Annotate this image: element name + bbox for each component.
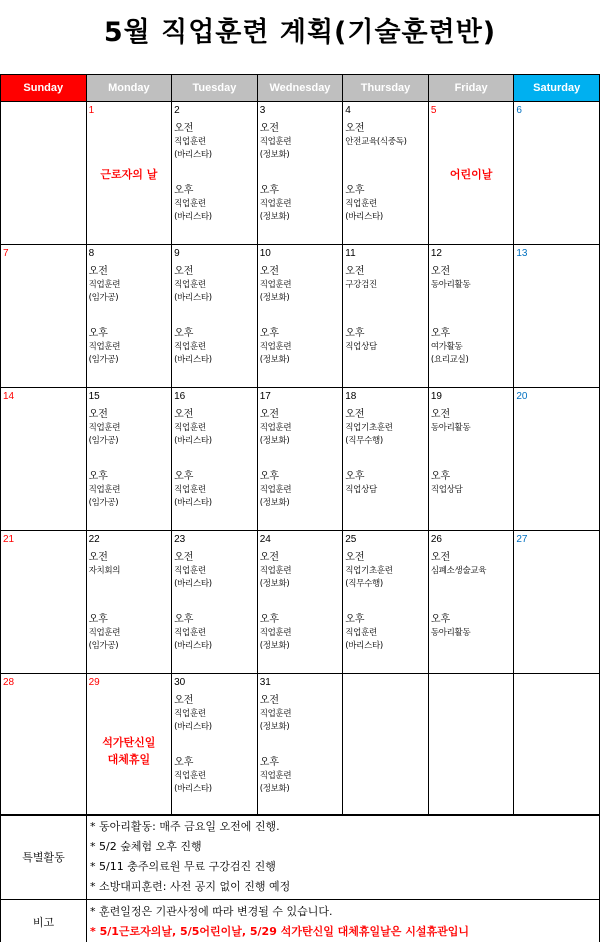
morning-label: 오전 [88, 409, 108, 420]
day-cell [86, 245, 172, 388]
afternoon-activity: (정보화) [259, 641, 290, 651]
afternoon-activity: 직업훈련 [345, 628, 377, 638]
day-number: 17 [259, 391, 271, 402]
afternoon-activity: 동아리활동 [430, 628, 471, 638]
day-number: 11 [345, 248, 356, 259]
morning-activity: 직업훈련 [174, 423, 206, 433]
morning-activity: (바리스타) [174, 150, 212, 160]
day-cell [86, 388, 172, 531]
day-cell [343, 102, 429, 245]
day-number: 14 [3, 391, 15, 402]
day-number: 29 [88, 677, 100, 688]
remarks-label: 비고 [1, 900, 87, 942]
morning-activity: 직업훈련 [174, 709, 206, 719]
afternoon-activity: 여가활동 [430, 342, 463, 352]
afternoon-label: 오후 [345, 471, 365, 482]
day-number: 23 [174, 534, 186, 545]
afternoon-activity: 직업훈련 [259, 199, 292, 209]
day-number: 20 [516, 391, 528, 402]
afternoon-activity: (임가공) [88, 355, 119, 365]
afternoon-activity: (바리스타) [174, 212, 212, 222]
afternoon-label: 오후 [430, 471, 451, 482]
morning-label: 오전 [174, 409, 194, 420]
day-number: 16 [174, 391, 186, 402]
afternoon-label: 오후 [259, 185, 280, 196]
afternoon-activity: (정보화) [259, 498, 290, 508]
day-number: 26 [430, 534, 442, 545]
holiday-label: 근로자의 날 [100, 168, 158, 181]
morning-label: 오전 [345, 552, 365, 563]
afternoon-activity: 직업훈련 [88, 628, 121, 638]
day-number: 27 [516, 534, 528, 545]
afternoon-label: 오후 [259, 328, 280, 339]
day-cell [257, 245, 343, 388]
morning-activity: 직업훈련 [174, 137, 206, 147]
day-number: 31 [259, 677, 271, 688]
afternoon-label: 오후 [174, 185, 194, 196]
morning-activity: 직업훈련 [174, 566, 206, 576]
afternoon-label: 오후 [345, 328, 365, 339]
afternoon-label: 오후 [430, 328, 451, 339]
day-cell [1, 674, 87, 816]
morning-activity: 동아리활동 [430, 423, 471, 433]
day-cell [343, 388, 429, 531]
afternoon-label: 오후 [88, 328, 108, 339]
weekday-tuesday: Tuesday [172, 75, 258, 102]
afternoon-label: 오후 [174, 614, 194, 625]
empty-day-cell [343, 674, 429, 816]
special-activity-item: * 소방대피훈련: 사전 공지 없이 진행 예정 [90, 880, 291, 893]
afternoon-label: 오후 [88, 614, 108, 625]
day-cell [428, 388, 514, 531]
afternoon-activity: (바리스타) [345, 641, 383, 651]
afternoon-activity: 직업훈련 [174, 771, 206, 781]
day-cell [1, 245, 87, 388]
calendar-table [0, 74, 600, 816]
morning-activity: 자치회의 [88, 566, 121, 576]
morning-activity: (바리스타) [174, 579, 212, 589]
morning-activity: (바리스타) [174, 436, 212, 446]
afternoon-activity: (정보화) [259, 212, 290, 222]
morning-activity: (정보화) [259, 722, 290, 732]
afternoon-activity: 직업훈련 [88, 342, 121, 352]
morning-label: 오전 [430, 266, 451, 277]
holiday-label: 어린이날 [449, 168, 493, 181]
afternoon-activity: 직업훈련 [174, 628, 206, 638]
day-number: 3 [259, 105, 266, 116]
day-number: 30 [174, 677, 186, 688]
morning-label: 오전 [174, 552, 194, 563]
morning-activity: (임가공) [88, 436, 119, 446]
week-row [1, 245, 600, 388]
calendar-body [1, 102, 600, 816]
morning-activity: 직업기초훈련 [345, 423, 393, 433]
day-cell [1, 388, 87, 531]
morning-label: 오전 [88, 552, 108, 563]
morning-label: 오전 [259, 409, 280, 420]
day-cell [428, 531, 514, 674]
empty-day-cell [1, 102, 87, 245]
day-number: 19 [430, 391, 442, 402]
morning-label: 오전 [345, 123, 365, 134]
afternoon-activity: 직업훈련 [88, 485, 121, 495]
special-activities-content [87, 815, 600, 900]
day-cell [343, 245, 429, 388]
morning-activity: 구강검진 [345, 280, 377, 290]
morning-label: 오전 [259, 123, 280, 134]
morning-activity: 안전교육(식중독) [345, 137, 407, 147]
day-cell [257, 674, 343, 816]
special-activity-item: * 5/11 충주의료원 무료 구강검진 진행 [90, 860, 276, 873]
empty-day-cell [514, 674, 600, 816]
day-number: 9 [174, 248, 180, 259]
day-cell [343, 531, 429, 674]
morning-activity: (바리스타) [174, 722, 212, 732]
day-number: 6 [516, 105, 522, 116]
special-activities-row [1, 815, 600, 900]
morning-label: 오전 [174, 695, 194, 706]
empty-day-cell [428, 674, 514, 816]
week-row [1, 531, 600, 674]
day-number: 24 [259, 534, 271, 545]
afternoon-activity: (바리스타) [174, 784, 212, 794]
week-row [1, 102, 600, 245]
day-cell [86, 102, 172, 245]
afternoon-activity: (바리스타) [174, 641, 212, 651]
day-cell [514, 388, 600, 531]
afternoon-label: 오후 [259, 614, 280, 625]
day-cell [428, 245, 514, 388]
afternoon-activity: (바리스타) [174, 355, 212, 365]
remark-item-closure: * 5/1근로자의날, 5/5어린이날, 5/29 석가탄신일 대체휴일날은 시설휴관입니 [90, 925, 469, 938]
afternoon-label: 오후 [174, 328, 194, 339]
day-number: 13 [516, 248, 528, 259]
notes-table [0, 814, 600, 942]
morning-activity: (직무수행) [345, 579, 383, 589]
day-cell [514, 531, 600, 674]
morning-label: 오전 [345, 409, 365, 420]
weekday-friday: Friday [428, 75, 514, 102]
afternoon-activity: 직업훈련 [259, 342, 292, 352]
afternoon-label: 오후 [259, 471, 280, 482]
weekday-header-row [1, 75, 600, 102]
day-cell [172, 674, 258, 816]
morning-activity: 심폐소생술교육 [430, 566, 487, 576]
morning-label: 오전 [259, 266, 280, 277]
remarks-row [1, 900, 600, 942]
day-number: 5 [430, 105, 437, 116]
afternoon-activity: 직업훈련 [345, 199, 377, 209]
morning-activity: (직무수행) [345, 436, 383, 446]
morning-label: 오전 [430, 552, 451, 563]
day-cell [428, 102, 514, 245]
afternoon-activity: (정보화) [259, 355, 290, 365]
afternoon-activity: 직업상담 [345, 485, 377, 495]
afternoon-label: 오후 [345, 614, 365, 625]
afternoon-activity: (바리스타) [174, 498, 212, 508]
special-activity-item: * 5/2 숲체험 오후 진행 [90, 840, 202, 853]
morning-label: 오전 [88, 266, 108, 277]
morning-activity: 직업훈련 [259, 709, 292, 719]
morning-activity: (정보화) [259, 579, 290, 589]
afternoon-activity: (요리교실) [430, 355, 469, 365]
afternoon-activity: 직업상담 [345, 342, 377, 352]
morning-activity: 직업훈련 [259, 423, 292, 433]
day-cell [257, 102, 343, 245]
weekday-monday: Monday [86, 75, 172, 102]
day-number: 1 [88, 105, 95, 116]
morning-activity: (임가공) [88, 293, 119, 303]
morning-label: 오전 [345, 266, 365, 277]
morning-label: 오전 [259, 552, 280, 563]
weekday-sunday: Sunday [1, 75, 87, 102]
afternoon-activity: 직업훈련 [174, 199, 206, 209]
weekday-wednesday: Wednesday [257, 75, 343, 102]
afternoon-label: 오후 [259, 757, 280, 768]
afternoon-label: 오후 [345, 185, 365, 196]
day-cell [514, 102, 600, 245]
day-cell [172, 245, 258, 388]
afternoon-activity: 직업훈련 [259, 628, 292, 638]
day-cell [257, 531, 343, 674]
special-activity-item: * 동아리활동: 매주 금요일 오전에 진행. [90, 820, 280, 833]
morning-activity: 직업훈련 [88, 280, 121, 290]
special-activities-label: 특별활동 [1, 815, 87, 900]
morning-label: 오전 [174, 266, 194, 277]
morning-label: 오전 [430, 409, 451, 420]
morning-activity: 동아리활동 [430, 280, 471, 290]
morning-activity: 직업훈련 [174, 280, 206, 290]
morning-activity: (정보화) [259, 293, 290, 303]
afternoon-label: 오후 [174, 471, 194, 482]
afternoon-activity: (바리스타) [345, 212, 383, 222]
week-row [1, 388, 600, 531]
morning-activity: (바리스타) [174, 293, 212, 303]
day-number: 10 [259, 248, 271, 259]
afternoon-label: 오후 [430, 614, 451, 625]
day-number: 15 [88, 391, 100, 402]
morning-activity: 직업훈련 [88, 423, 121, 433]
week-row [1, 674, 600, 816]
afternoon-activity: 직업훈련 [174, 342, 206, 352]
afternoon-activity: 직업상담 [430, 485, 463, 495]
weekday-thursday: Thursday [343, 75, 429, 102]
morning-activity: (정보화) [259, 436, 290, 446]
afternoon-activity: (정보화) [259, 784, 290, 794]
afternoon-activity: 직업훈련 [259, 485, 292, 495]
morning-label: 오전 [174, 123, 194, 134]
day-number: 2 [174, 105, 180, 116]
remark-item: * 훈련일정은 기관사정에 따라 변경될 수 있습니다. [90, 905, 333, 918]
day-cell [257, 388, 343, 531]
afternoon-activity: 직업훈련 [259, 771, 292, 781]
day-number: 21 [3, 534, 15, 545]
morning-activity: (정보화) [259, 150, 290, 160]
afternoon-activity: (임가공) [88, 498, 119, 508]
day-number: 25 [345, 534, 357, 545]
day-cell [86, 531, 172, 674]
morning-label: 오전 [259, 695, 280, 706]
day-number: 4 [345, 105, 351, 116]
remarks-content [87, 900, 600, 942]
page-title: 5월 직업훈련 계획(기술훈련반) [103, 16, 497, 48]
day-cell [514, 245, 600, 388]
day-cell [1, 531, 87, 674]
afternoon-activity: 직업훈련 [174, 485, 206, 495]
morning-activity: 직업기초훈련 [345, 566, 393, 576]
morning-activity: 직업훈련 [259, 280, 292, 290]
day-number: 28 [3, 677, 15, 688]
day-cell [172, 388, 258, 531]
weekday-saturday: Saturday [514, 75, 600, 102]
day-cell [86, 674, 172, 816]
afternoon-activity: (임가공) [88, 641, 119, 651]
day-number: 12 [430, 248, 442, 259]
day-number: 18 [345, 391, 357, 402]
day-number: 7 [3, 248, 9, 259]
morning-activity: 직업훈련 [259, 566, 292, 576]
morning-activity: 직업훈련 [259, 137, 292, 147]
day-cell [172, 102, 258, 245]
day-cell [172, 531, 258, 674]
day-number: 8 [88, 248, 95, 259]
holiday-label: 석가탄신일 대체휴일 [102, 736, 156, 766]
day-number: 22 [88, 534, 100, 545]
afternoon-label: 오후 [174, 757, 194, 768]
afternoon-label: 오후 [88, 471, 108, 482]
